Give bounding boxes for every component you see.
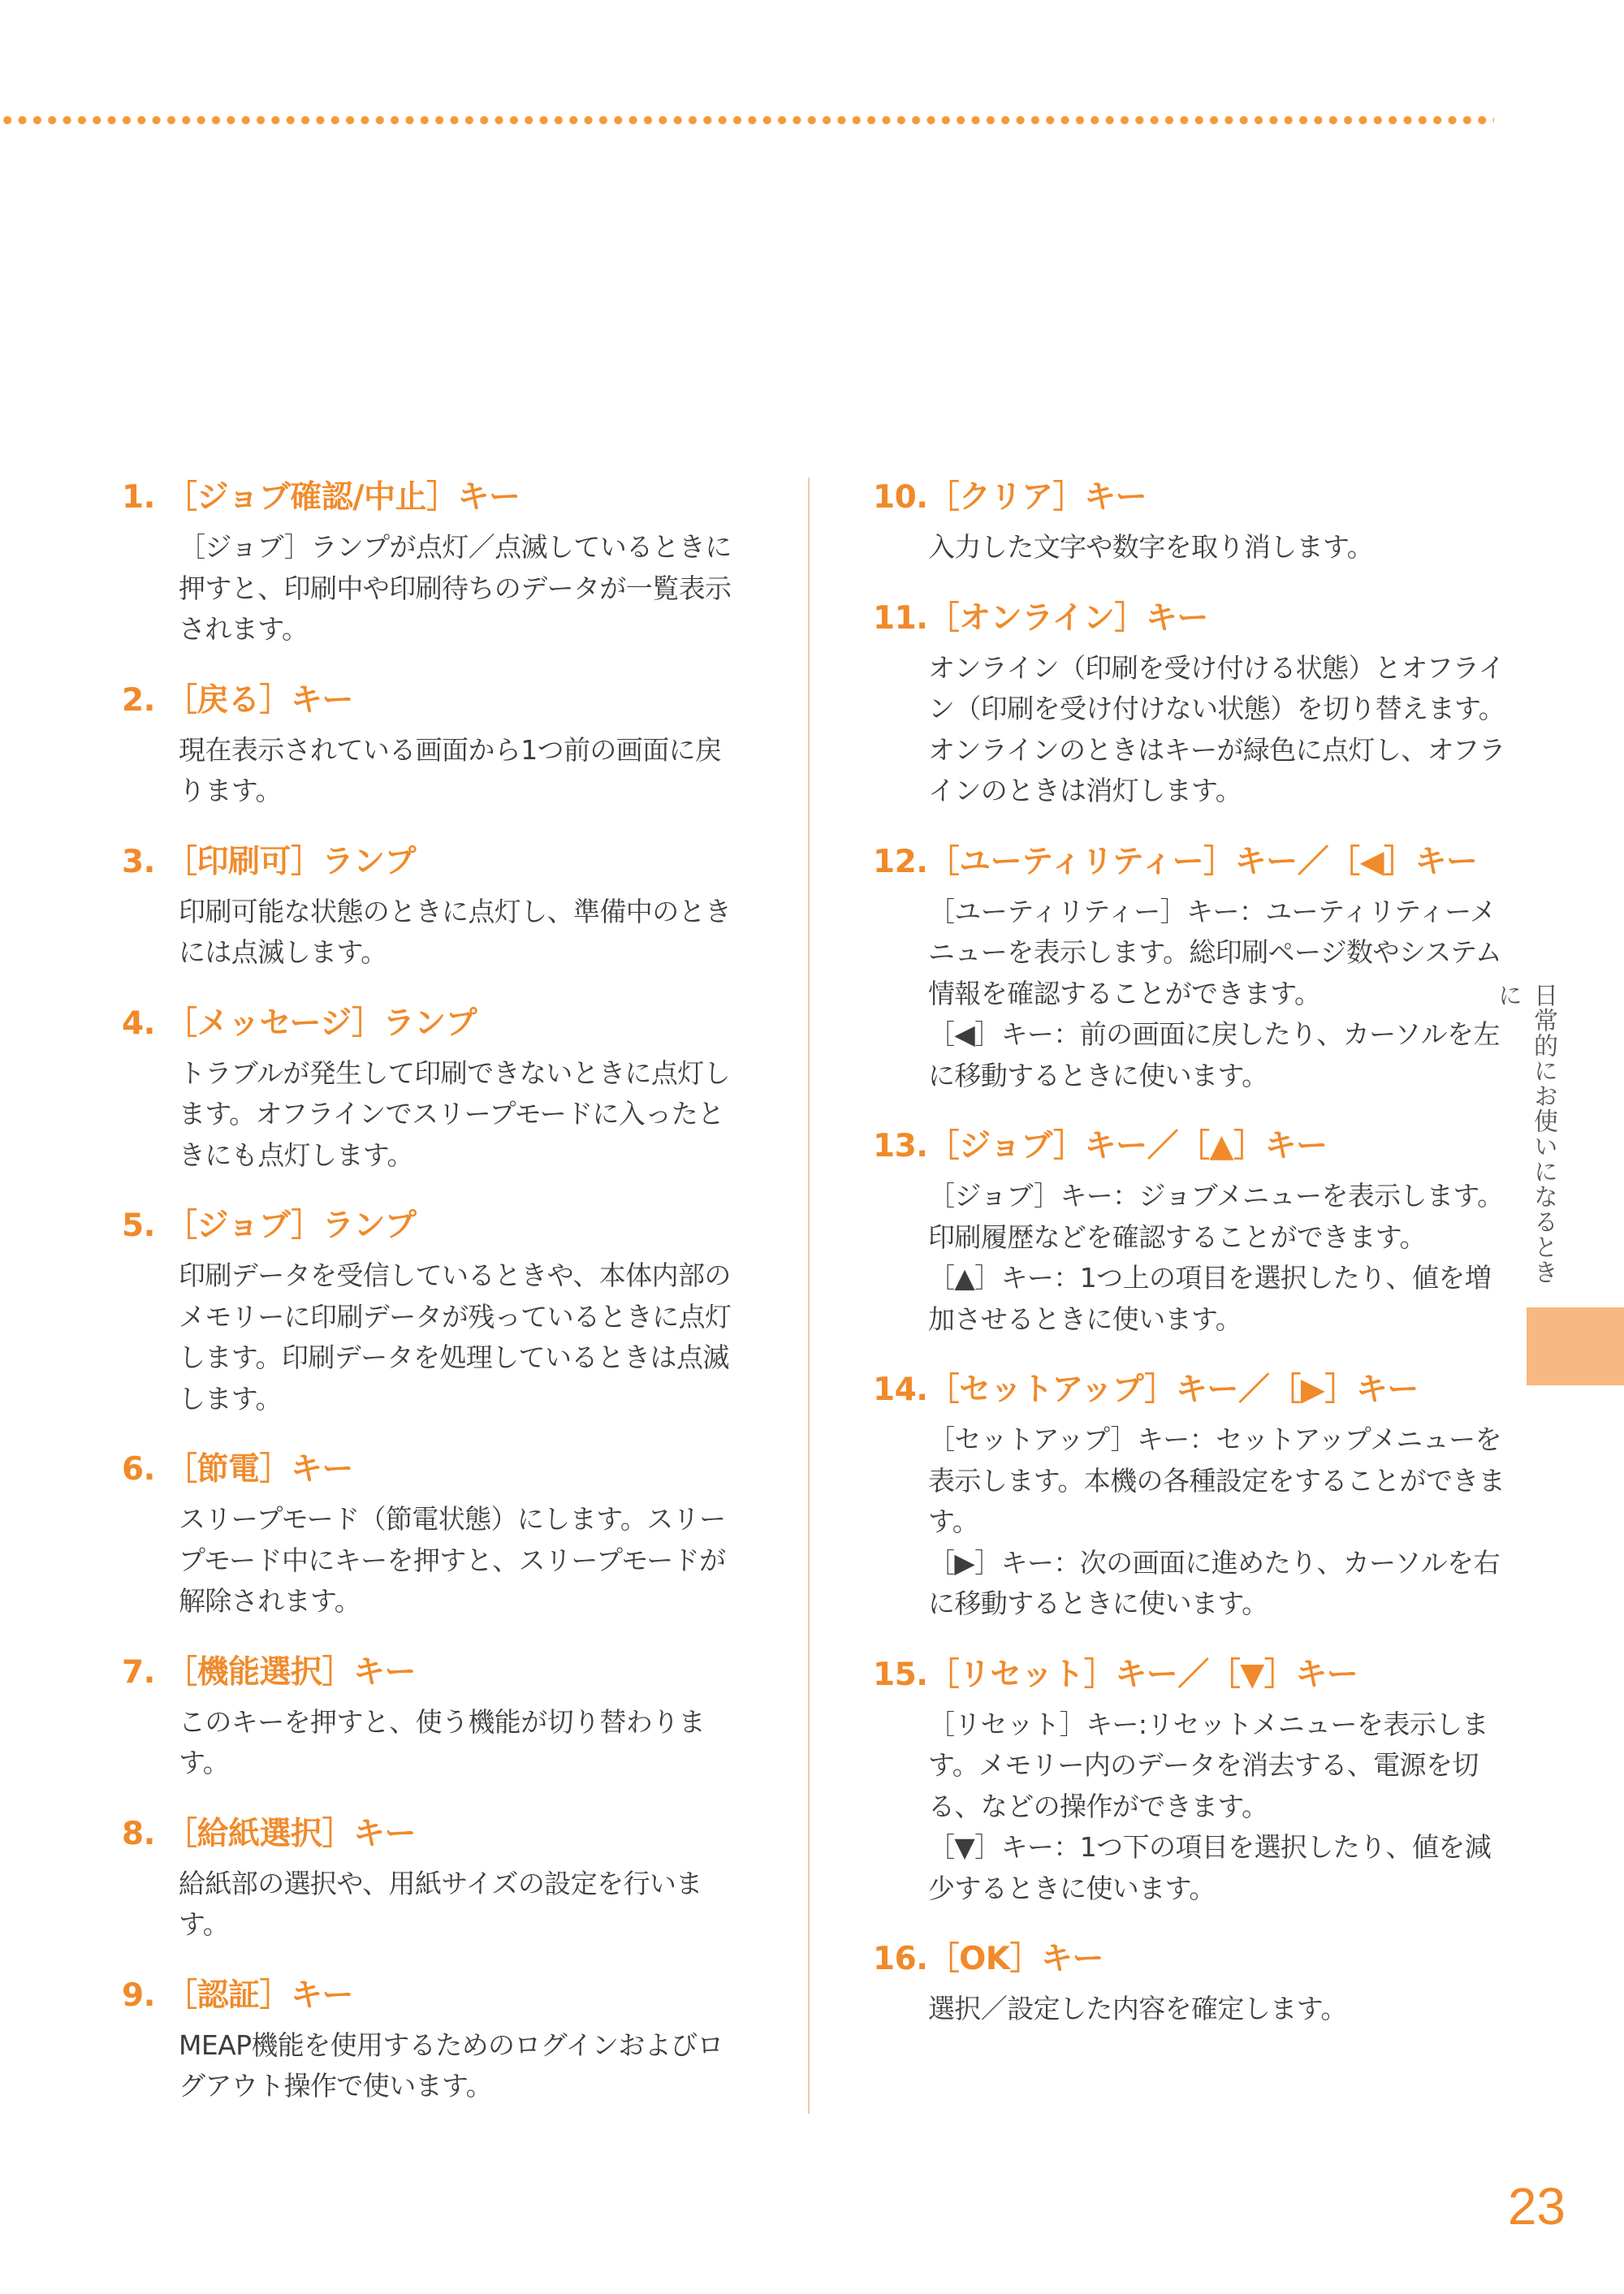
item-description bbox=[928, 1176, 1506, 1340]
item-description bbox=[179, 527, 747, 650]
list-item bbox=[122, 1203, 747, 1419]
item-description bbox=[179, 730, 747, 812]
item-title: 5. ［ジョブ］ランプ bbox=[122, 1207, 417, 1244]
item-title: 10.［クリア］キー bbox=[873, 479, 1147, 516]
item-title: 14.［セットアップ］キー／［▶］キー bbox=[873, 1372, 1419, 1408]
item-description bbox=[928, 1989, 1506, 2030]
item-title: 16.［OK］キー bbox=[873, 1941, 1104, 1977]
item-title: 12.［ユーティリティー］キー／［◀］キー bbox=[873, 843, 1478, 880]
item-paragraph: ［▲］キー：1つ上の項目を選択したり、値を増加させるときに使います。 bbox=[928, 1262, 1492, 1335]
item-paragraph: MEAP機能を使用するためのログインおよびログアウト操作で使います。 bbox=[179, 2028, 723, 2102]
list-item bbox=[122, 840, 747, 974]
item-paragraph: ［▼］キー：1つ下の項目を選択したり、値を減少するときに使います。 bbox=[928, 1831, 1492, 1904]
list-item bbox=[873, 1652, 1506, 1910]
item-paragraph: ［リセット］キー:リセットメニューを表示します。メモリー内のデータを消去する、電源を切る、などの操作ができます。 bbox=[928, 1708, 1488, 1822]
item-paragraph: ［セットアップ］キー：セットアップメニューを表示します。本機の各種設定をすることができます。 bbox=[928, 1423, 1505, 1537]
item-title: 8. ［給紙選択］キー bbox=[122, 1815, 417, 1852]
left-column bbox=[122, 475, 747, 2135]
item-title: 1. ［ジョブ確認/中止］キー bbox=[122, 479, 520, 516]
item-description bbox=[179, 1499, 747, 1622]
list-item bbox=[873, 1124, 1506, 1340]
list-item bbox=[122, 1973, 747, 2107]
item-paragraph: スリープモード（節電状態）にします。スリープモード中にキーを押すと、スリープモードが解除されます。 bbox=[179, 1503, 726, 1617]
item-title: 4. ［メッセージ］ランプ bbox=[122, 1004, 477, 1042]
item-description bbox=[928, 892, 1506, 1097]
item-paragraph: 給紙部の選択や、用紙サイズの設定を行います。 bbox=[179, 1867, 702, 1940]
list-item bbox=[873, 1367, 1506, 1625]
item-paragraph: ［◀］キー：前の画面に戻したり、カーソルを左に移動するときに使います。 bbox=[928, 1018, 1500, 1091]
item-description bbox=[928, 1704, 1506, 1910]
item-title: 6. ［節電］キー bbox=[122, 1451, 354, 1488]
item-description bbox=[928, 527, 1506, 568]
list-item bbox=[122, 1650, 747, 1784]
right-column bbox=[873, 475, 1506, 2058]
list-item bbox=[873, 1937, 1506, 2030]
item-paragraph: 選択／設定した内容を確定します。 bbox=[928, 1993, 1347, 2024]
item-description bbox=[928, 648, 1506, 812]
list-item bbox=[122, 1812, 747, 1946]
dotted-header-rule bbox=[0, 115, 1494, 125]
item-paragraph: 印刷可能な状態のときに点灯し、準備中のときには点滅します。 bbox=[179, 895, 732, 968]
item-title: 2. ［戻る］キー bbox=[122, 681, 354, 719]
chapter-index-tab bbox=[1527, 1307, 1624, 1385]
item-description bbox=[928, 1419, 1506, 1625]
list-item bbox=[873, 596, 1506, 812]
item-title: 9. ［認証］キー bbox=[122, 1976, 354, 2014]
item-paragraph: 入力した文字や数字を取り消します。 bbox=[928, 531, 1374, 563]
item-title: 15.［リセット］キー／［▼］キー bbox=[873, 1656, 1358, 1693]
item-paragraph: 現在表示されている画面から1つ前の画面に戻ります。 bbox=[179, 733, 722, 806]
item-title: 13.［ジョブ］キー／［▲］キー bbox=[873, 1128, 1328, 1164]
item-description bbox=[179, 1702, 747, 1784]
item-description bbox=[179, 1255, 747, 1419]
item-title: 3. ［印刷可］ランプ bbox=[122, 843, 417, 880]
list-item bbox=[873, 840, 1506, 1097]
item-paragraph: ［▶］キー：次の画面に進めたり、カーソルを右に移動するときに使います。 bbox=[928, 1546, 1500, 1619]
item-paragraph: オンライン（印刷を受け付ける状態）とオフライン（印刷を受け付けない状態）を切り替えます。オンラインのときはキーが緑色に点灯し、オフラインのときは消灯します。 bbox=[928, 651, 1505, 806]
chapter-side-label: 日常的にお使いになるときに bbox=[1493, 983, 1557, 1285]
item-paragraph: トラブルが発生して印刷できないときに点灯します。オフラインでスリープモードに入ったときにも点灯します。 bbox=[179, 1056, 731, 1171]
list-item bbox=[122, 678, 747, 812]
item-description bbox=[179, 892, 747, 974]
item-paragraph: 印刷データを受信しているときや、本体内部のメモリーに印刷データが残っているときに点灯します。印刷データを処理しているときは点滅します。 bbox=[179, 1259, 732, 1415]
item-title: 7. ［機能選択］キー bbox=[122, 1653, 417, 1691]
item-description bbox=[179, 1864, 747, 1946]
item-paragraph: このキーを押すと、使う機能が切り替わります。 bbox=[179, 1705, 706, 1778]
item-paragraph: ［ユーティリティー］キー：ユーティリティーメニューを表示します。総印刷ページ数やシステム情報を確認することができます。 bbox=[928, 895, 1502, 1009]
column-divider bbox=[808, 477, 810, 2114]
list-item bbox=[873, 475, 1506, 568]
item-paragraph: ［ジョブ］ランプが点灯／点滅しているときに押すと、印刷中や印刷待ちのデータが一覧表示されます。 bbox=[179, 531, 732, 645]
item-title: 11.［オンライン］キー bbox=[873, 599, 1208, 637]
item-paragraph: ［ジョブ］キー：ジョブメニューを表示します。印刷履歴などを確認することができます。 bbox=[928, 1180, 1504, 1253]
item-description bbox=[179, 1053, 747, 1177]
list-item bbox=[122, 1001, 747, 1177]
list-item bbox=[122, 1447, 747, 1622]
item-description bbox=[179, 2025, 747, 2107]
list-item bbox=[122, 475, 747, 650]
page-number: 23 bbox=[1507, 2177, 1566, 2236]
